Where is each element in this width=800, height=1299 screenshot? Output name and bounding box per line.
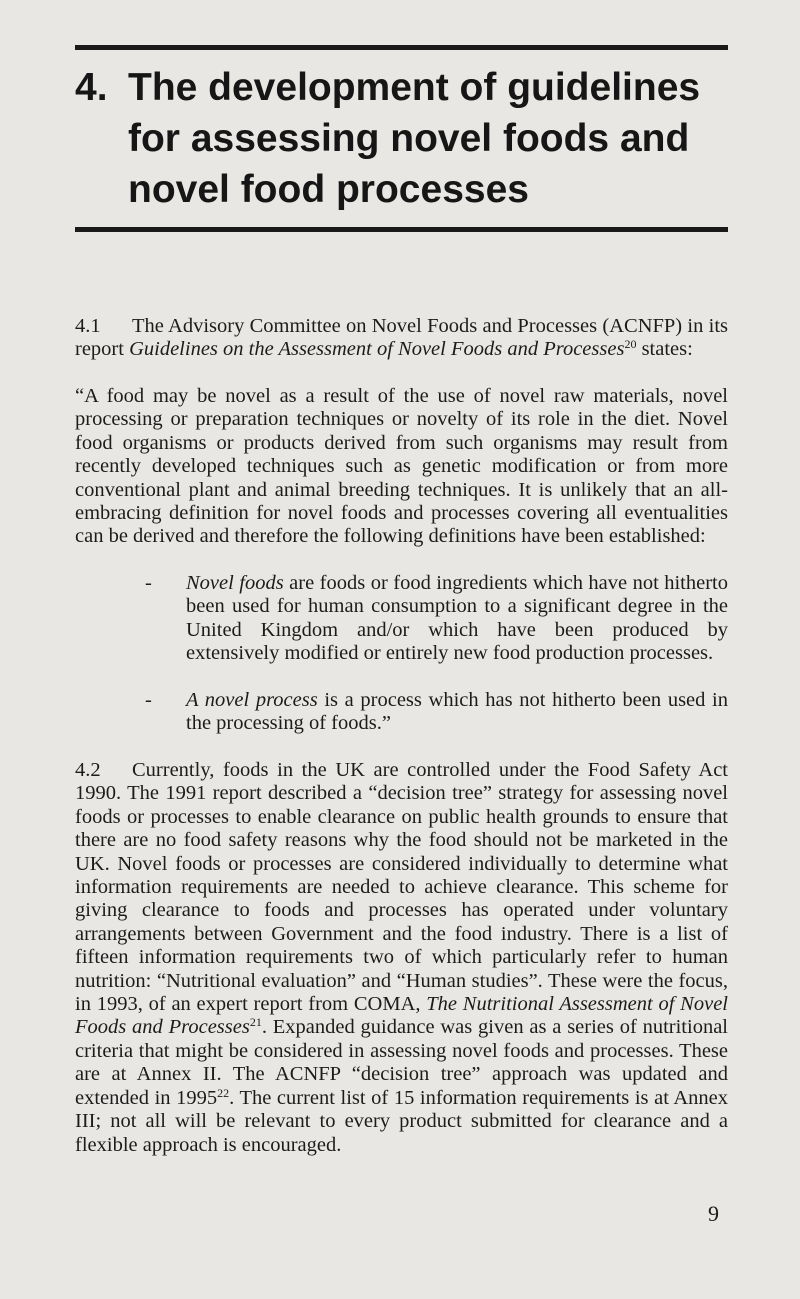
definition-text: are foods or food ingredients which have not hitherto been used for human consumption to a significant degree in the United Kingdom and/or which have been produced by extensively modified or entirely new food production processes. — [186, 572, 728, 665]
paragraph-number: 4.2 — [75, 759, 101, 781]
paragraph-text: . Expanded guidance was given as a series of nutritional criteria that might be considered in assessing novel foods and processes. These are at Annex II. The ACNFP “decision tree” approach was updated and extended in 1995 — [75, 1016, 728, 1109]
report-title: The Nutritional Assessment of Novel Foods and Processes — [75, 993, 728, 1039]
paragraph-text: . The current list of 15 information requirements is at Annex III; not all will be relevant to every product submitted for clearance and a flexible approach is encouraged. — [75, 1086, 728, 1156]
dash-marker: - — [145, 689, 152, 711]
definition-term: Novel foods — [186, 572, 284, 594]
definition-term: A novel process — [186, 689, 318, 711]
section-heading — [75, 62, 745, 215]
definition-item — [75, 572, 728, 666]
report-title: Guidelines on the Assessment of Novel Foods and Processes — [129, 338, 625, 361]
section-number: 4. — [75, 66, 108, 109]
footnote-ref: 21 — [249, 1015, 262, 1030]
dash-marker: - — [145, 572, 152, 594]
bottom-rule — [75, 227, 728, 232]
paragraph-4-1 — [75, 315, 728, 362]
paragraph-text: states: — [636, 338, 693, 361]
paragraph-text: The Advisory Committee on Novel Foods and Processes (ACNFP) in its report — [75, 315, 728, 361]
paragraph-4-2 — [75, 759, 728, 1157]
top-rule — [75, 45, 728, 50]
paragraph-text: Currently, foods in the UK are controlled under the Food Safety Act 1990. The 1991 report described a “decision tree” strategy for assessing novel foods or processes to enable clearance on public health grounds to ensure that there are no food safety reasons why the food should not be marketed in the UK. Novel foods or processes are considered individually to determine what information requirements are needed to achieve clearance. This scheme for giving clearance to foods and processes has operated under voluntary arrangements between Government and the food industry. There is a list of fifteen information requirements two of which particularly refer to human nutrition: “Nutritional evaluation” and “Human studies”. These were the focus, in 1993, of an expert report from COMA, — [75, 759, 728, 1016]
quote-paragraph: “A food may be novel as a result of the use of novel raw materials, novel processing or preparation techniques or novelty of its role in the diet. Novel food organisms or products derived from such organisms may result from recently developed techniques such as genetic modification or from more conventional plant and animal breeding techniques. It is unlikely that an all-embracing definition for novel foods and processes covering all eventualities can be derived and therefore the following definitions have been established: — [75, 385, 728, 548]
section-title: The development of guidelines for assessing novel foods and novel food processes — [128, 66, 701, 211]
footnote-ref: 22 — [217, 1085, 230, 1100]
paragraph-number: 4.1 — [75, 315, 101, 337]
page-number: 9 — [708, 1201, 719, 1226]
definition-item — [75, 689, 728, 736]
definition-text: is a process which has not hitherto been used in the processing of foods.” — [186, 689, 728, 735]
footnote-ref: 20 — [624, 337, 637, 352]
